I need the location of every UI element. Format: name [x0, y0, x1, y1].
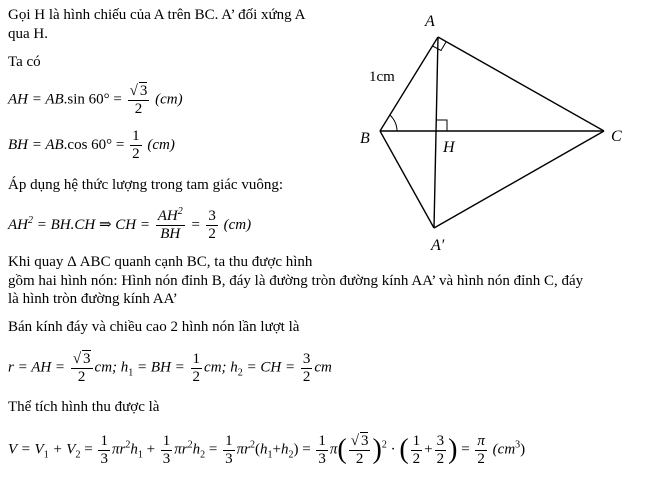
- label-h: H: [443, 139, 455, 156]
- radius-text: Bán kính đáy và chiều cao 2 hình nón lần lượt là: [8, 319, 300, 335]
- eq-bh-lhs: BH = AB: [8, 136, 64, 153]
- eq-v-h-c1-sub: 1: [267, 449, 273, 461]
- label-a: A: [425, 13, 435, 30]
- eq-v-close-1: ): [293, 441, 299, 458]
- eq-ch-lhs: AH: [8, 216, 28, 233]
- ta-co-text: Ta có: [8, 54, 41, 70]
- eq-h1-num: 1: [192, 350, 201, 367]
- eq-v-pi: π: [329, 441, 338, 458]
- eq-ch-f2-num: 3: [208, 208, 216, 224]
- eq-v-half-den: 2: [412, 450, 421, 467]
- eq-v-plus-4: +: [424, 441, 433, 458]
- eq-v-result-num: π: [477, 432, 485, 449]
- rotate-line-3: là hình tròn đường kính AA’: [8, 291, 178, 307]
- eq-v-frac-b-num: 1: [162, 432, 171, 449]
- eq-v-frac-sqrt: $\frac{√ 3}{2}$: [350, 433, 369, 467]
- eq-ah-num: 3: [139, 83, 148, 99]
- intro-line-1: Gọi H là hình chiếu của A trên BC. A’ đối xứng A: [8, 7, 306, 23]
- eq-v-open-3: (: [399, 434, 409, 465]
- eq-ah-lhs: AH = AB: [8, 91, 64, 108]
- eq-v-plus-3: +: [272, 441, 281, 458]
- eq-ch-unit: (cm): [223, 216, 252, 233]
- eq-v-close-2: ): [372, 434, 382, 465]
- volume-text: Thể tích hình thu được là: [8, 399, 160, 415]
- eq-ch-f2-den: 2: [208, 226, 216, 242]
- eq-h2-num: 3: [302, 350, 311, 367]
- rotate-line-1: Khi quay Δ ABC quanh cạnh BC, ta thu được hình: [8, 254, 313, 270]
- eq-v-sq-b: 2: [187, 439, 193, 451]
- eq-bh-unit: (cm): [147, 136, 175, 153]
- eq-h1-mid: = BH =: [137, 359, 185, 376]
- segment-aa-prime: [434, 37, 438, 228]
- eq-v-pir-a: πr: [111, 441, 126, 458]
- eq-ah-unit: (cm): [155, 91, 183, 108]
- eq-r-fraction: $\frac{√ 3}{2}$: [72, 351, 91, 385]
- eq-ch-eq: =: [190, 216, 201, 233]
- eq-ah-den: 2: [134, 101, 143, 117]
- eq-v-sq-d: 2: [381, 439, 387, 451]
- eq-v-frac-c-den: 3: [225, 450, 233, 467]
- eq-ch-f1-num: AH: [157, 208, 178, 224]
- label-b: B: [360, 130, 370, 147]
- eq-v-unit-exp: 3: [515, 439, 521, 451]
- eq-v-sq-c: 2: [249, 439, 255, 451]
- eq-v-sqrt-den: 2: [355, 451, 364, 467]
- eq-v-tp-den: 2: [436, 450, 445, 467]
- eq-r-num: 3: [83, 351, 91, 367]
- apply-text: Áp dụng hệ thức lượng trong tam giác vuông:: [8, 177, 283, 193]
- eq-v-h-c2: h: [280, 441, 289, 458]
- eq-v-frac-a-den: 3: [100, 450, 108, 467]
- eq-v-frac-c-num: 1: [225, 432, 233, 449]
- eq-v-eq-2: =: [208, 441, 218, 458]
- eq-h2-den: 2: [302, 368, 311, 385]
- eq-v-h-a: h: [130, 441, 138, 458]
- eq-v-sqrt-num: 3: [360, 433, 369, 449]
- eq-v-pir-c: πr: [236, 441, 250, 458]
- eq-bh-func: .cos 60° =: [63, 136, 125, 153]
- label-a-prime: A′: [431, 237, 445, 254]
- segment-ac: [438, 37, 604, 131]
- eq-v-eq-3: =: [302, 441, 311, 458]
- eq-v-eq-1: =: [84, 441, 93, 458]
- eq-v-unit: (cm: [492, 441, 516, 458]
- eq-v-plus: + V: [52, 441, 76, 458]
- eq-v-frac-d-den: 3: [318, 450, 326, 467]
- eq-h1-unit: cm;: [204, 359, 227, 376]
- eq-v-h-b: h: [192, 441, 201, 458]
- eq-v-s2: 2: [75, 449, 81, 461]
- eq-r-lhs: r = AH =: [8, 359, 66, 376]
- eq-r-unit: cm;: [94, 359, 118, 376]
- eq-v-s1: 1: [43, 449, 49, 461]
- eq-ch-mid: = BH.CH ⇒ CH =: [36, 216, 150, 233]
- rotate-line-2: gồm hai hình nón: Hình nón đỉnh B, đáy là đường tròn đường kính AA’ và hình nón đỉnh C, đáy: [8, 273, 584, 289]
- eq-h1-sub: 1: [128, 367, 134, 379]
- eq-ch-f1-exp: 2: [177, 206, 183, 217]
- eq-v-h-c2-sub: 2: [288, 449, 294, 461]
- eq-v-open-2: (: [337, 434, 347, 465]
- eq-h2-sub: 2: [237, 367, 243, 379]
- eq-bh-num: 1: [132, 128, 140, 144]
- eq-v-open-1: (: [254, 441, 260, 458]
- eq-v-dot: ·: [390, 441, 396, 458]
- eq-v-tp-num: 3: [436, 432, 445, 449]
- eq-ch-lhs-exp: 2: [28, 214, 33, 226]
- label-c: C: [611, 128, 622, 145]
- eq-v-h-a-sub: 1: [137, 449, 143, 461]
- angle-arc-b: [390, 115, 397, 131]
- eq-h2-mid: = CH =: [246, 359, 296, 376]
- eq-v-close-3: ): [448, 434, 458, 465]
- eq-v-h-b-sub: 2: [200, 449, 206, 461]
- segment-ca-prime: [434, 131, 604, 228]
- eq-h1-den: 2: [192, 368, 201, 385]
- eq-ah-func: .sin 60° =: [63, 91, 122, 108]
- right-angle-mark-h: [436, 120, 447, 131]
- eq-h1-lhs: h: [120, 359, 129, 376]
- eq-v-frac-b-den: 3: [162, 450, 171, 467]
- eq-v-h-c1: h: [259, 441, 268, 458]
- eq-v-half-num: 1: [412, 432, 421, 449]
- eq-v-plus-2: +: [146, 441, 156, 458]
- eq-v-result-den: 2: [477, 450, 485, 467]
- eq-v-unit-close: ): [520, 441, 526, 458]
- eq-v-eq-4: =: [461, 441, 470, 458]
- eq-v-v: V = V: [8, 441, 44, 458]
- eq-r-den: 2: [77, 369, 86, 385]
- eq-v-frac-a-num: 1: [100, 432, 108, 449]
- segment-ba-prime: [380, 131, 434, 228]
- intro-line-2: qua H.: [8, 26, 48, 42]
- eq-bh-den: 2: [132, 146, 140, 162]
- eq-ch-f1-den: BH: [160, 226, 181, 242]
- eq-ah-fraction: $\frac{√ 3}{2}$: [129, 83, 148, 117]
- eq-h2-unit: cm: [314, 359, 332, 376]
- eq-h2-lhs: h: [230, 359, 238, 376]
- eq-v-pir-b: πr: [174, 441, 188, 458]
- label-side-ab: 1cm: [369, 69, 395, 85]
- eq-v-sq-a: 2: [125, 439, 131, 451]
- eq-v-frac-d-num: 1: [318, 432, 326, 449]
